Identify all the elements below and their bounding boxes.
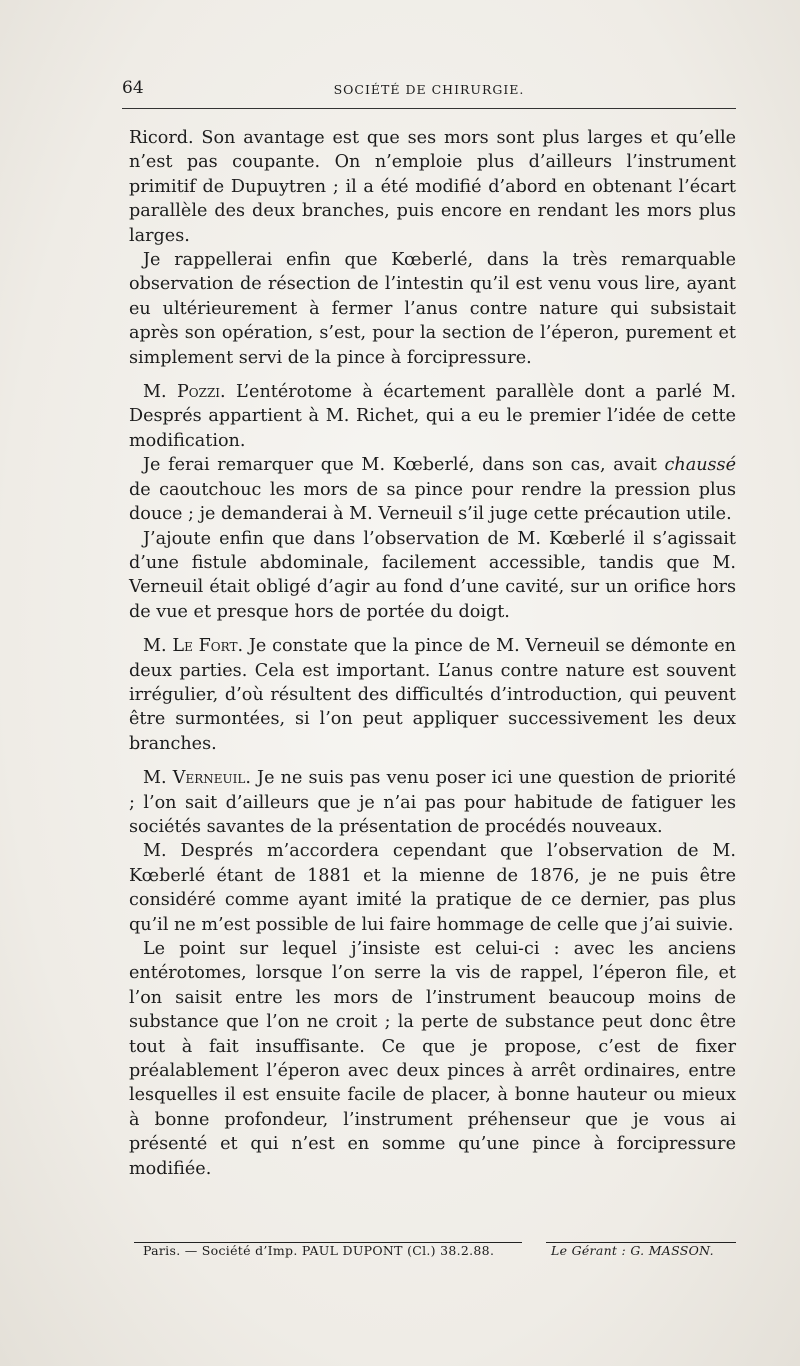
paragraph-verneuil <box>129 766 736 839</box>
paragraph-1: Ricord. Son avantage est que ses mors sont plus larges et qu’elle n’est pas coupante. On n’emploie plus d’ailleurs l’instrument primitif de Dupuytren ; il a été modifié d’abord en obtenant l’écart parallèle des deux branches, puis encore en rendant les mors plus larges. <box>129 128 736 246</box>
p4-end: de caoutchouc les mors de sa pince pour rendre la pression plus douce ; je demanderai à M. Verneuil s’il juge cette précaution utile. <box>129 479 736 525</box>
paragraph-9: Le point sur lequel j’insiste est celui-ci : avec les anciens entérotomes, lorsque l’on serre la vis de rappel, l’éperon file, et l’on saisit entre les mors de l’instrument beaucoup moins de substance que l’on ne croit ; la perte de substance peut donc être tout à fait insuffisante. Ce que je propose, c’est de fixer préalablement l’éperon avec deux pinces à arrêt ordinaires, entre lesquelles il est ensuite facile de placer, à bonne hauteur ou mieux à bonne profondeur, l’instrument préhenseur que je vous ai présenté et qui n’est en somme qu’une pince à forcipressure modifiée. <box>129 939 736 1179</box>
paragraph-2: Je rappellerai enfin que Kœberlé, dans la très remarquable observation de résection de l’intestin qu’il est venu vous lire, ayant eu ultérieurement à fermer l’anus contre nature qui subsistait après son opération, s’est, pour la section de l’éperon, purement et simplement servi de la pince à forcipressure. <box>129 250 736 368</box>
page-header <box>122 78 736 100</box>
page-number: 64 <box>122 78 144 98</box>
p4-start: Je ferai remarquer que M. Kœberlé, dans son cas, avait <box>143 455 665 476</box>
footer-manager-text: Le Gérant : G. MASSON. <box>551 1243 714 1258</box>
footer-manager <box>551 1243 714 1258</box>
paragraph-pozzi <box>129 380 736 453</box>
footer-printer: Paris. — Société d’Imp. PAUL DUPONT (Cl.) 38.2.88. <box>143 1243 495 1258</box>
speaker-verneuil: M. Verneuil. <box>143 768 251 789</box>
le-fort-text: Je constate que la pince de M. Verneuil se démonte en deux parties. Cela est important. L’anus contre nature est souvent irrégulier, d’où résultent des difficultés d’introduction, qui peuvent être surmontées, si l’on peut appliquer successivement les deux branches. <box>129 636 736 754</box>
paragraph-4 <box>129 453 736 526</box>
paragraph-le-fort <box>129 634 736 756</box>
running-title: SOCIÉTÉ DE CHIRURGIE. <box>333 82 525 97</box>
p4-italic: chaussé <box>664 455 736 476</box>
verneuil-text: Je ne suis pas venu poser ici une question de priorité ; l’on sait d’ailleurs que je n’ai pas pour habitude de fatiguer les sociétés savantes de la présentation de procédés nouveaux. <box>129 768 737 837</box>
header-rule <box>122 108 736 109</box>
pozzi-text: L’entérotome à écartement parallèle dont a parlé M. Després appartient à M. Richet, qui a eu le premier l’idée de cette modification. <box>129 382 736 451</box>
paragraph-5: J’ajoute enfin que dans l’observation de M. Kœberlé il s’agissait d’une fistule abdominale, facilement accessible, tandis que M. Verneuil était obligé d’agir au fond d’une cavité, sur un orifice hors de vue et presque hors de portée du doigt. <box>129 528 736 622</box>
paragraph-8: M. Després m’accordera cependant que l’observation de M. Kœberlé étant de 1881 et la mienne de 1876, je ne puis être considéré comme ayant imité la pratique de ce dernier, pas plus qu’il ne m’est possible de lui faire hommage de celle que j’ai suivie. <box>129 841 736 935</box>
speaker-pozzi: M. Pozzi. <box>143 382 226 403</box>
speaker-le-fort: M. Le Fort. <box>143 636 244 657</box>
body-text <box>129 126 736 1181</box>
